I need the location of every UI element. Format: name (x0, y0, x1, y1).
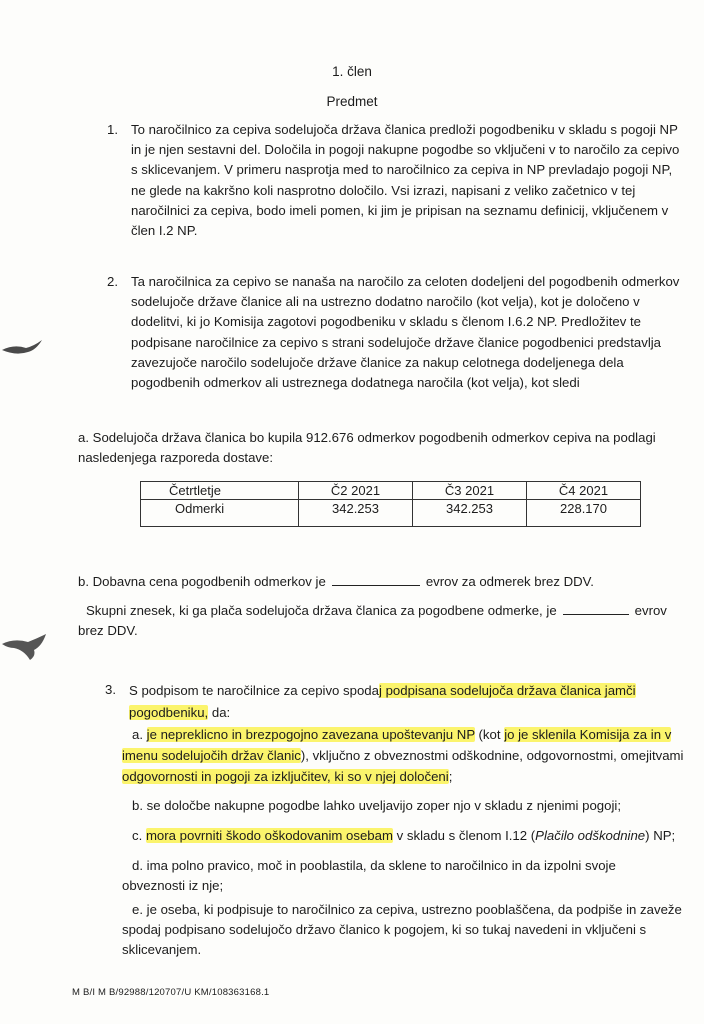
p3-highlight: pogodbeniku, (129, 705, 209, 720)
table-cell: Odmerki (141, 500, 299, 527)
pa-line: nasledenjega razporeda dostave: (78, 450, 274, 466)
total-suffix: evrov (634, 603, 667, 618)
s3c-end: ) NP; (645, 828, 676, 843)
p2-number: 2. (107, 274, 118, 289)
s3d-line: obveznosti iz nje; (122, 878, 224, 894)
total-line2: brez DDV. (78, 623, 138, 639)
paragraph-3 (129, 680, 636, 724)
paragraph-a (78, 428, 656, 468)
s3a-text: ), vključno z obveznostmi odškodnine, odgovornostmi, omejitvami (300, 748, 684, 763)
p1-line: člen I.2 NP. (131, 223, 198, 239)
p2-line: dodelitvi, ki jo Komisija zagotovi pogodbeniku v skladu s členom I.6.2 NP. Predložitev te (131, 314, 641, 330)
s3a-highlight: odgovornosti in pogoji za izključitev, ki so v njej določeni (122, 769, 449, 784)
subparagraph-3b: b. se določbe nakupne pogodbe lahko uveljavijo zoper njo v skladu z njenimi pogoji; (132, 798, 621, 813)
p1-line: To naročilnico za cepiva sodelujoča država članica predloži pogodbeniku v skladu s pogoji NP (131, 122, 678, 137)
p1-number: 1. (107, 122, 118, 137)
s3a-text: ; (448, 769, 453, 784)
table-row (141, 500, 641, 527)
s3a-label: a. (132, 727, 143, 742)
price-suffix: evrov za odmerek brez DDV. (425, 574, 594, 589)
p2-line: sodelujoče države članice ali na ustrezno dodatno naročilo (kot velja), kot je določeno v (131, 294, 640, 310)
total-text: Skupni znesek, ki ga plača sodelujoča država članica za pogodbene odmerke, je (86, 603, 557, 618)
p2-line: pogodbenih odmerkov ali ustreznega dodatnega naročila (kot velja), kot sledi (131, 375, 580, 391)
paragraph-1 (131, 120, 679, 241)
table-cell: 342.253 (413, 500, 527, 527)
table-cell: 228.170 (527, 500, 641, 527)
s3e-line: sklicevanjem. (122, 942, 202, 958)
table-header-cell: Č3 2021 (413, 482, 527, 500)
document-reference-footer: M B/I M B/92988/120707/U KM/108363168.1 (72, 987, 270, 998)
table-header-row (141, 482, 641, 500)
delivery-schedule-table (140, 481, 641, 527)
subparagraph-3e (122, 900, 682, 961)
paragraph-b (78, 572, 594, 592)
p3-number: 3. (105, 682, 116, 697)
s3e-line: e. je oseba, ki podpisuje to naročilnico za cepiva, ustrezno pooblaščena, da podpiše in zaveže (132, 902, 682, 917)
s3c-label: c. (132, 828, 143, 843)
subparagraph-3d (122, 856, 616, 896)
table-header-cell: Č2 2021 (299, 482, 413, 500)
s3a-text: (kot (474, 727, 505, 742)
s3c-italic: Plačilo odškodnine (535, 828, 646, 843)
subparagraph-3a (122, 724, 683, 787)
total-paragraph (78, 601, 667, 641)
s3d-line: d. ima polno pravico, moč in pooblastila, da sklene to naročilnico in da izpolni svoje (132, 858, 616, 873)
s3e-line: spodaj podpisano sodelujočo državo članico k pogojem, ki so tukaj navedeni in vključeni s (122, 922, 647, 938)
total-blank-field[interactable] (563, 602, 629, 615)
paragraph-2 (131, 272, 679, 393)
table-cell: 342.253 (299, 500, 413, 527)
s3a-highlight: jo je sklenila Komisija za in v (504, 727, 672, 742)
s3c-highlight: mora povrniti škodo oškodovanim osebam (145, 828, 393, 843)
table-header-cell: Četrtletje (141, 482, 299, 500)
s3a-highlight: imenu sodelujočih držav članic (122, 748, 301, 763)
subparagraph-3c (132, 826, 675, 846)
p2-line: Ta naročilnica za cepivo se nanaša na naročilo za celoten dodeljeni del pogodbenih odmerkov (131, 274, 680, 289)
p1-line: in je njen sestavni del. Določila in pogoji nakupne pogodbe so vključeni v to naročilo za cepivo (131, 142, 680, 158)
p1-line: s sklicevanjem. V primeru nasprotja med to naročilnico za cepiva in NP prevladajo pogoji NP, (131, 162, 673, 178)
p1-line: ne glede na kakršno koli nasprotno določilo. Vsi izrazi, napisani z veliko začetnico v tej (131, 182, 636, 198)
price-blank-field[interactable] (332, 573, 420, 586)
p3-text: da: (208, 705, 231, 720)
p1-line: naročilnici za cepiva, bodo imeli pomen, ki jim je pripisan na seznamu definicij, vključenem v (131, 202, 669, 218)
s3a-highlight: je nepreklicno in brezpogojno zavezana upoštevanju NP (146, 727, 475, 742)
s3c-text: v skladu s členom I.12 ( (392, 828, 536, 843)
table-header-cell: Č4 2021 (527, 482, 641, 500)
p2-line: podpisane naročilnice za cepivo s strani sodelujoče države članice pogodbenici predstavlja (131, 334, 662, 350)
article-title: Predmet (326, 94, 378, 109)
p3-highlight: j podpisana sodelujoča država članica jamči (378, 683, 636, 698)
pa-line: a. Sodelujoča država članica bo kupila 912.676 odmerkov pogodbenih odmerkov cepiva na podlagi (78, 430, 656, 445)
p2-line: zavezujoče naročilo sodelujoče države članice za nakup celotnega dodeljenega dela (131, 354, 624, 370)
article-number: 1. člen (332, 64, 372, 79)
price-text: b. Dobavna cena pogodbenih odmerkov je (78, 574, 326, 589)
scan-mark-icon (0, 336, 44, 360)
p3-text: S podpisom te naročilnice za cepivo spoda (129, 683, 379, 698)
scan-mark-icon (0, 632, 48, 662)
